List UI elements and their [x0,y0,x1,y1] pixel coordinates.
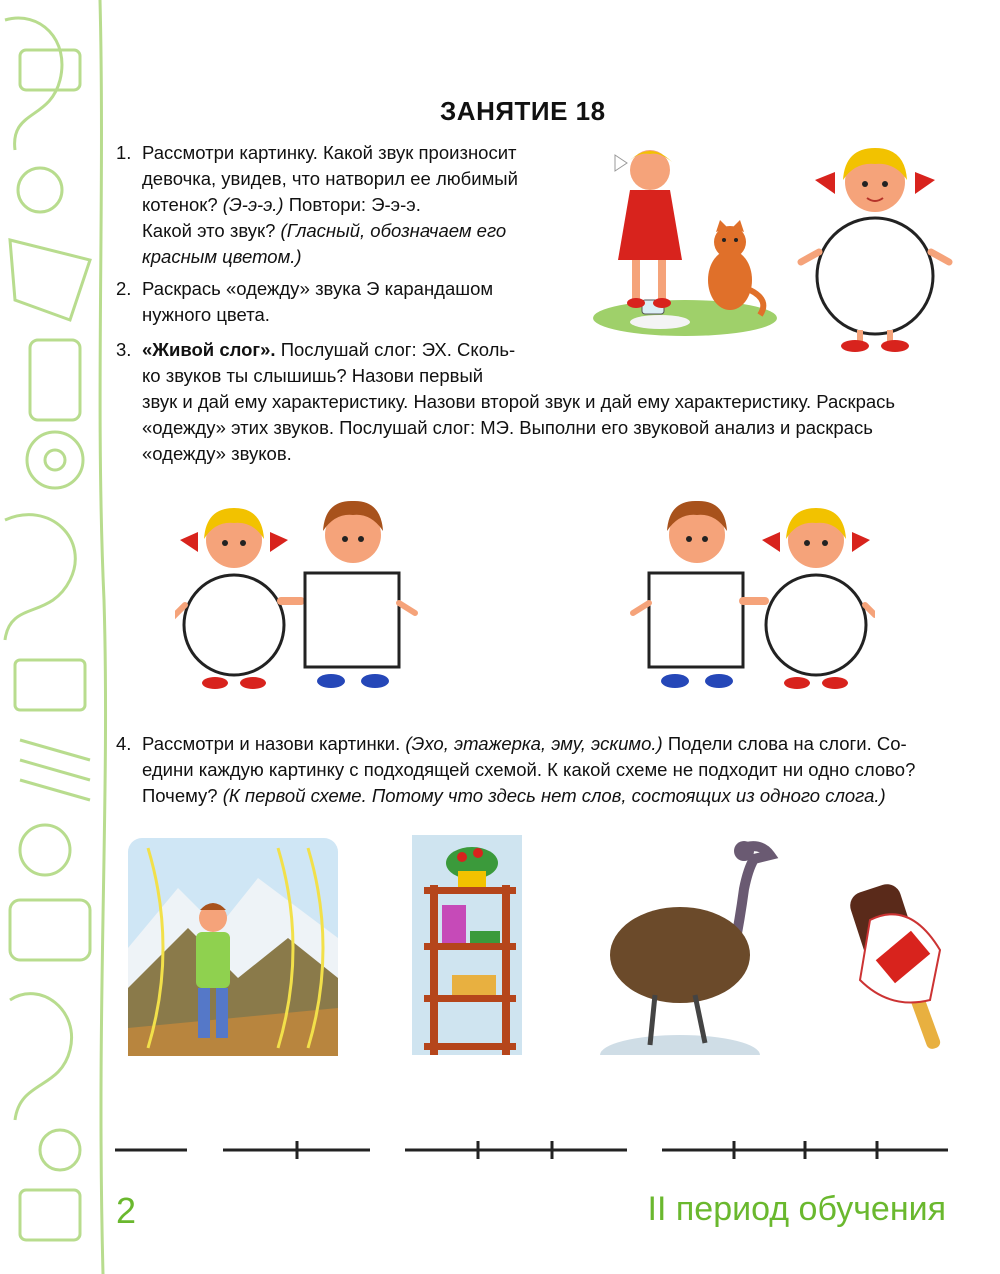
task-heading: «Живой слог». [142,339,276,360]
doodle-margin [0,0,120,1274]
task-line: котенок? (Э-э-э.) Повтори: Э-э-э. [142,194,421,215]
answer-hint: (Эхо, этажерка, эму, эскимо.) [405,733,663,754]
task-line: «одежду» этих звуков. Послушай слог: МЭ. Выполни его звуковой анализ и раскрась [142,417,873,438]
task-number: 4. [116,733,132,754]
mountain-boy-icon [128,838,338,1056]
task-line: ко звуков ты слышишь? Назови первый [142,365,484,386]
task-line: нужного цвета. [142,304,270,325]
task-line [142,244,542,270]
page-number: 2 [116,1190,137,1231]
girl-icon [175,508,288,689]
syllable-eh-illustration [175,495,425,695]
task-line: едини каждую картинку с подходящей схемой. К какой схеме не подходит ни одно слово? [142,759,916,780]
scheme-four-syllables [662,1141,948,1159]
task-3 [116,337,952,467]
footer-title: II период обучения [647,1190,946,1228]
task-line: «Живой слог». Послушай слог: ЭХ. Сколь- [142,339,516,360]
boy-icon [633,501,743,688]
syllable-me-illustration [625,495,875,695]
girl-icon [795,140,955,355]
task-line: Какой это звук? (Гласный, обозначаем его [142,220,507,241]
girl-kitten-illustration [590,140,780,340]
task-line: Раскрась «одежду» звука Э карандашом [142,278,494,299]
task-1 [116,140,542,270]
task-2 [116,276,542,328]
task-line: девочка, увидев, что натворил ее любимый [142,168,518,189]
girl-icon [762,508,875,689]
task-line: Почему? (К первой схеме. Потому что здесь нет слов, состоящих из одного слога.) [142,785,886,806]
answer-hint: (Э-э-э.) [222,194,284,215]
answer-hint: (К первой схеме. Потому что здесь нет слов, состоящих из одного слога.) [222,785,886,806]
boy-icon [305,501,415,688]
syllable-schemes [115,1130,955,1170]
task-4 [116,731,952,809]
task-line: Рассмотри и назови картинки. (Эхо, этажерка, эму, эскимо.) Подели слова на слоги. Со- [142,733,907,754]
task-line: «одежду» звуков. [142,443,292,464]
answer-hint: красным цветом.) [142,246,302,267]
shelf-icon [412,835,522,1055]
scheme-two-syllables [223,1141,370,1159]
task-line: звук и дай ему характеристику. Назови второй звук и дай ему характеристику. Раскрась [142,391,896,412]
scheme-three-syllables [405,1141,627,1159]
emu-icon [600,835,790,1055]
task-number: 1. [116,142,132,163]
task-line: Рассмотри картинку. Какой звук произносит [142,142,517,163]
task-number: 2. [116,278,132,299]
answer-hint: (Гласный, обозначаем его [280,220,507,241]
page-title: ЗАНЯТИЕ 18 [440,96,606,126]
task-number: 3. [116,339,132,360]
eskimo-icon [850,870,950,1060]
